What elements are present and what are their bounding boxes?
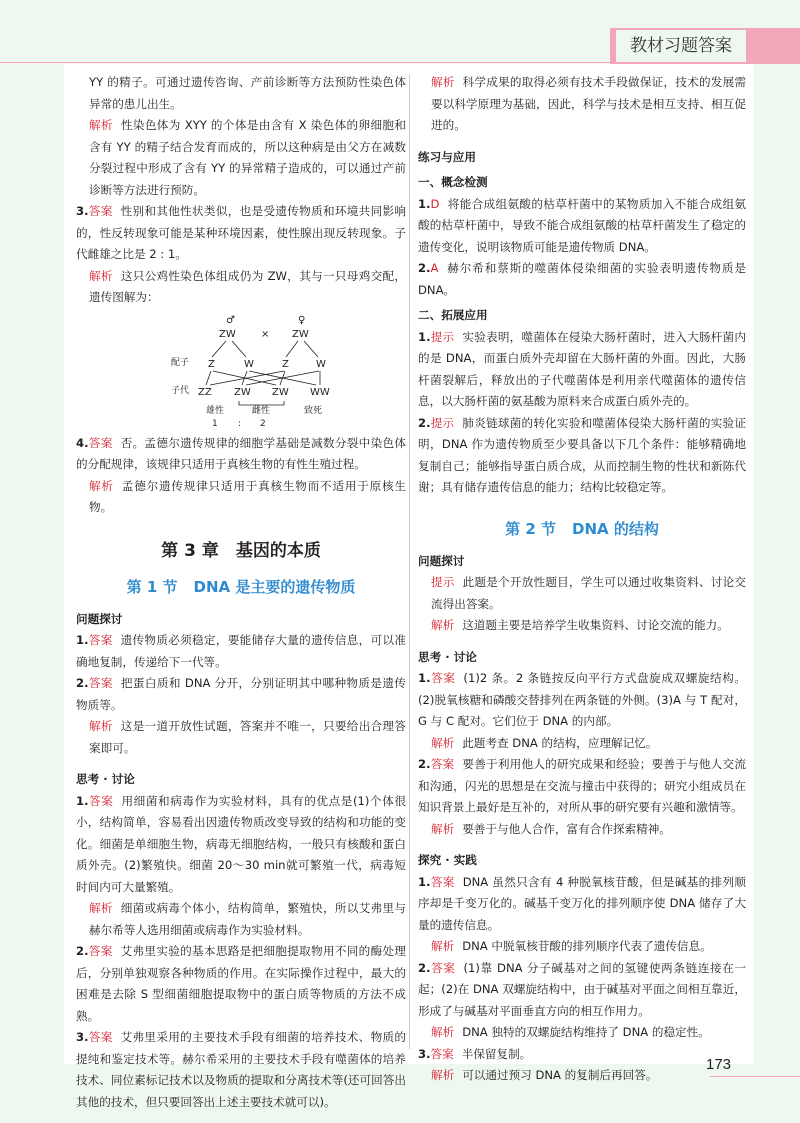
hint-text: 实验表明，噬菌体在侵染大肠杆菌时，进入大肠杆菌内的是 DNA，而蛋白质外壳却留在大肠杆菌的外面。因此，大肠杆菌裂解后，释放出的子代噬菌体是利用亲代噬菌体的遗传信息，以大肠杆菌的氨基酸为原料来合成蛋白质外壳的。 — [418, 329, 746, 408]
analysis-label: 解析 — [431, 75, 455, 89]
p-female: ZW — [292, 328, 309, 340]
gamete-w2: W — [316, 358, 326, 370]
answer-text: YY 的精子。可通过遗传咨询、产前诊断等方法预防性染色体异常的患儿出生。 — [89, 75, 406, 111]
analysis-block — [76, 115, 406, 201]
item-number: 3. — [76, 1030, 89, 1044]
page-number: 173 — [706, 1056, 732, 1073]
arrow-line — [286, 341, 298, 357]
section-number: 第 2 节 — [505, 519, 557, 538]
answer-text: 遗传物质必须稳定，要能储存大量的遗传信息，可以准确地复制，传递给下一代等。 — [76, 633, 406, 669]
analysis-block — [418, 615, 746, 637]
item-number: 2. — [418, 261, 431, 275]
male-label: 雄性 — [206, 405, 225, 416]
arrow-line — [304, 341, 318, 357]
analysis-text: 这只公鸡性染色体组成仍为 ZW，其与一只母鸡交配，遗传图解为： — [89, 268, 406, 304]
ratio-male: 1 — [212, 418, 218, 429]
analysis-block — [76, 266, 406, 309]
analysis-label: 解析 — [89, 719, 113, 733]
ratio-female: 2 — [260, 418, 266, 429]
hint-block — [418, 327, 746, 413]
analysis-text: 细菌或病毒个体小，结构简单，繁殖快，所以艾弗里与赫尔希等人选用细菌或病毒作为实验材料。 — [89, 901, 406, 937]
answer-text: 艾弗里实验的基本思路是把细胞提取物用不同的酶处理后，分别单独观察各种物质的作用。在实际操作过程中，最大的困难是去除 S 型细菌细胞提取物中的蛋白质等物质的方法不成熟。 — [76, 944, 406, 1023]
answer-label: 答案 — [88, 204, 113, 218]
answer-text: 要善于利用他人的研究成果和经验；要善于与他人交流和沟通，闪光的思想是在交流与撞击中获得的；研究小组成员在知识背景上最好是互补的，对所从事的研究要有兴趣和激情等。 — [418, 757, 746, 814]
arrow-line — [232, 341, 246, 357]
answer-block — [76, 1027, 406, 1113]
analysis-block — [418, 1022, 746, 1044]
analysis-label: 解析 — [431, 735, 455, 750]
offspring-zz: ZZ — [198, 386, 212, 398]
answer-text: (1)靠 DNA 分子碱基对之间的氢键使两条链连接在一起；(2)在 DNA 双螺旋结构中，由于碱基对平面之间相互靠近，形成了与碱基对平面垂直方向的相互作用力。 — [418, 960, 746, 1018]
item-number: 1. — [418, 671, 431, 685]
analysis-text: 孟德尔遗传规律只适用于真核生物而不适用于原核生物。 — [89, 478, 406, 514]
analysis-text: 可以通过预习 DNA 的复制后再回答。 — [462, 1068, 658, 1082]
answer-block — [418, 1044, 746, 1066]
item-number: 4. — [76, 435, 89, 450]
answer-text: 艾弗里采用的主要技术手段有细菌的培养技术、物质的提纯和鉴定技术等。赫尔希采用的主要技术手段有噬菌体的培养技术、同位素标记技术以及物质的提取和分离技术等(还可回答出其他的技术，但只要回答出上述主要技术就可以)。 — [76, 1030, 406, 1109]
hint-text: 此题是个开放性题目，学生可以通过收集资料、讨论交流得出答案。 — [431, 575, 746, 611]
answer-text: 把蛋白质和 DNA 分开，分别证明其中哪种物质是遗传物质等。 — [76, 676, 406, 712]
subheading: 二、拓展应用 — [418, 308, 488, 322]
chapter-title: 第 3 章 基因的本质 — [161, 540, 321, 561]
female-label: 雌性 — [252, 405, 271, 416]
left-column — [76, 72, 406, 1113]
answer-label: 答案 — [88, 944, 113, 958]
analysis-text: 这道题主要是培养学生收集资料、讨论交流的能力。 — [462, 618, 729, 632]
analysis-label: 解析 — [431, 821, 455, 836]
female-symbol: ♀ — [298, 314, 306, 326]
analysis-block — [418, 72, 746, 137]
answer-label: 答案 — [88, 435, 113, 450]
analysis-block — [76, 716, 406, 759]
hint-label: 提示 — [430, 415, 455, 430]
analysis-label: 解析 — [89, 118, 113, 132]
analysis-label: 解析 — [431, 1025, 455, 1039]
section-title — [418, 517, 746, 541]
section-number: 第 1 节 — [126, 577, 178, 596]
answer-block — [418, 754, 746, 819]
answer-label: 答案 — [430, 757, 455, 771]
offspring-label: 子代 — [171, 385, 190, 396]
answer-text: (1)2 条。2 条链按反向平行方式盘旋成双螺旋结构。(2)脱氧核糖和磷酸交替排列在两条链的外侧。(3)A 与 T 配对，G 与 C 配对。它们位于 DNA 的内部。 — [418, 671, 746, 728]
section-name: DNA 的结构 — [572, 519, 659, 538]
answer-text: DNA 虽然只含有 4 种脱氧核苷酸，但是碱基的排列顺序却是千变万化的。碱基千变万化的排列顺序使 DNA 储存了大量的遗传信息。 — [418, 874, 746, 932]
header-rule — [0, 62, 610, 63]
answer-block — [76, 433, 406, 476]
analysis-block — [418, 936, 746, 958]
offspring-ww: WW — [310, 386, 330, 398]
answer-block — [76, 791, 406, 899]
answer-text: 用细菌和病毒作为实验材料，具有的优点是(1)个体很小，结构简单，容易看出因遗传物质改变导致的结构和功能的变化。细菌是单细胞生物，病毒无细胞结构，一般只有核酸和蛋白质外壳。(2)繁殖快。细菌 20～30 min就可繁殖一代，病毒短时间内可大量繁殖。 — [76, 793, 406, 894]
answer-text: 半保留复制。 — [461, 1046, 532, 1061]
answer-label: 答案 — [430, 1046, 454, 1061]
arrow-line — [212, 341, 226, 357]
offspring-zw2: ZW — [272, 386, 289, 398]
subheading: 问题探讨 — [418, 553, 465, 568]
hint-label: 提示 — [431, 575, 455, 589]
hint-text: 肺炎链球菌的转化实验和噬菌体侵染大肠杆菌的实验证明，DNA 作为遗传物质至少要具备以下几个条件：能够精确地复制自己；能够指导蛋白质合成，从而控制生物的性状和新陈代谢；具有储存遗传信息的能力；结构比较稳定等。 — [418, 415, 746, 494]
answer-block — [418, 958, 746, 1023]
answer-text: 性别和其他性状类似，也是受遗传物质和环境共同影响的，性反转现象可能是某种环境因素，使性腺出现反转现象。子代雌雄之比是 2 : 1。 — [76, 204, 406, 261]
answer-block — [418, 872, 746, 937]
item-number: 1. — [418, 329, 431, 344]
arrow-line — [206, 371, 211, 385]
gamete-z1: Z — [208, 358, 215, 370]
answer-text: 将能合成组氨酸的枯草杆菌中的某物质加入不能合成组氨酸的枯草杆菌中，导致不能合成组氨酸的枯草杆菌发生了稳定的遗传变化，说明该物质可能是遗传物质 DNA。 — [418, 196, 746, 254]
subheading: 思考 · 讨论 — [76, 772, 135, 786]
item-number: 3. — [418, 1046, 431, 1061]
analysis-label: 解析 — [431, 1068, 455, 1082]
analysis-label: 解析 — [431, 939, 455, 953]
answer-block — [76, 673, 406, 716]
female-bracket — [239, 401, 284, 405]
analysis-text: 这是一道开放性试题，答案并不唯一，只要给出合理答案即可。 — [89, 719, 406, 755]
gamete-w1: W — [244, 358, 254, 370]
gamete-label: 配子 — [171, 357, 190, 368]
analysis-text: DNA 中脱氧核苷酸的排列顺序代表了遗传信息。 — [462, 939, 712, 953]
subheading: 探究 · 实践 — [418, 853, 477, 867]
answer-block — [76, 201, 406, 266]
answer-label: 答案 — [88, 1030, 113, 1044]
item-number: 1. — [418, 196, 431, 211]
analysis-text: 此题考查 DNA 的结构，应理解记忆。 — [462, 735, 658, 750]
analysis-label: 解析 — [89, 268, 113, 283]
item-number: 1. — [76, 793, 89, 808]
right-column — [418, 72, 746, 1087]
answer-block — [418, 258, 746, 301]
arrow-line — [246, 371, 319, 385]
item-number: 2. — [418, 415, 431, 430]
item-number: 2. — [76, 676, 89, 690]
choice-answer: D — [430, 196, 440, 211]
item-number: 2. — [76, 944, 89, 958]
male-symbol: ♂ — [226, 314, 235, 326]
answer-block — [76, 941, 406, 1027]
cross-diagram-svg — [76, 313, 406, 429]
answer-block — [76, 630, 406, 673]
item-number: 1. — [76, 633, 89, 647]
answer-label: 答案 — [88, 676, 113, 690]
header-title: 教材习题答案 — [616, 30, 746, 62]
answer-label: 答案 — [430, 874, 455, 889]
section-name: DNA 是主要的遗传物质 — [193, 577, 356, 596]
analysis-text: 科学成果的取得必须有技术手段做保证，技术的发展需要以科学原理为基础，因此，科学与技术是相互支持、相互促进的。 — [431, 75, 746, 132]
hint-block — [418, 572, 746, 615]
analysis-block — [76, 898, 406, 941]
genetic-cross-diagram — [76, 313, 406, 429]
analysis-label: 解析 — [89, 478, 114, 493]
hint-label: 提示 — [430, 329, 455, 344]
offspring-zw1: ZW — [234, 386, 251, 398]
item-number: 2. — [418, 757, 431, 771]
subheading: 思考 · 讨论 — [418, 649, 477, 664]
analysis-label: 解析 — [89, 901, 113, 915]
analysis-block — [76, 476, 406, 519]
hint-block — [418, 413, 746, 499]
subheading: 问题探讨 — [76, 611, 123, 626]
footer-rule — [710, 1076, 800, 1077]
analysis-block — [418, 819, 746, 841]
answer-label: 答案 — [88, 633, 113, 647]
answer-label: 答案 — [430, 671, 456, 685]
answer-text: 赫尔希和蔡斯的噬菌体侵染细菌的实验表明遗传物质是 DNA。 — [418, 261, 746, 297]
item-number: 3. — [76, 204, 89, 218]
answer-text: 否。孟德尔遗传规律的细胞学基础是减数分裂中染色体的分配规律，该规律只适用于真核生物的有性生殖过程。 — [76, 435, 406, 471]
gamete-z2: Z — [282, 358, 289, 370]
ratio-separator: : — [238, 418, 242, 429]
column-divider — [409, 74, 410, 1049]
subheading: 练习与应用 — [418, 149, 476, 164]
answer-label: 答案 — [430, 960, 456, 975]
analysis-text: DNA 独特的双螺旋结构维持了 DNA 的稳定性。 — [462, 1025, 710, 1039]
answer-label: 答案 — [88, 793, 114, 808]
lethal-label: 致死 — [304, 405, 323, 416]
analysis-text: 性染色体为 XYY 的个体是由含有 X 染色体的卵细胞和含有 YY 的精子结合发育而成的，所以这种病是由父方在减数分裂过程中形成了含有 YY 的异常精子造成的，可以通过产前诊断等方法进行预防。 — [89, 118, 406, 197]
analysis-block — [418, 1065, 746, 1087]
analysis-label: 解析 — [431, 618, 455, 632]
analysis-text: 要善于与他人合作，富有合作探索精神。 — [462, 821, 671, 836]
answer-block — [418, 668, 746, 733]
subheading: 一、概念检测 — [418, 175, 488, 189]
answer-block — [418, 194, 746, 259]
cross-symbol: × — [261, 328, 270, 340]
p-male: ZW — [219, 328, 236, 340]
section-title — [76, 575, 406, 599]
choice-answer: A — [430, 261, 439, 275]
analysis-block — [418, 733, 746, 755]
item-number: 2. — [418, 960, 431, 975]
item-number: 1. — [418, 874, 431, 889]
